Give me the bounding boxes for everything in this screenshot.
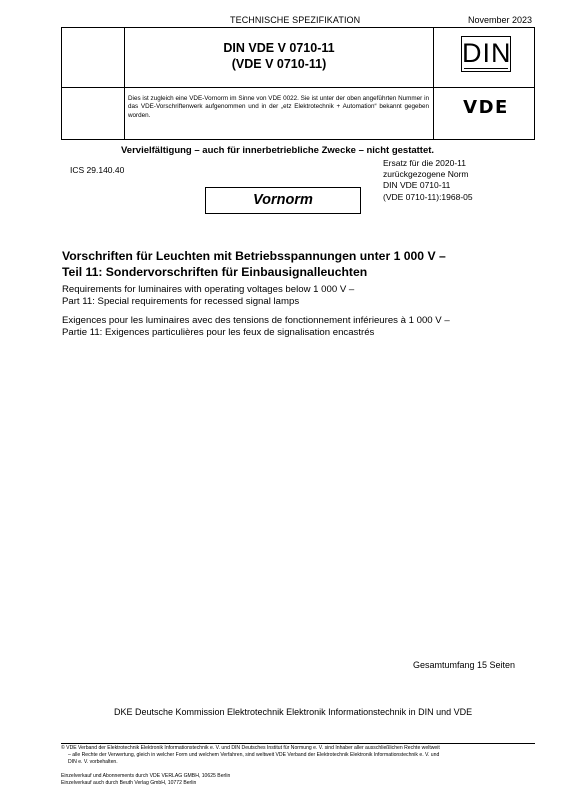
title-french — [62, 315, 450, 340]
document-number — [125, 40, 433, 72]
title-french-line1: Exigences pour les luminaires avec des tensions de fonctionnement inférieures à 1 000 V – — [62, 315, 450, 326]
spec-label: TECHNISCHE SPEZIFIKATION — [230, 15, 361, 25]
title-english — [62, 284, 354, 309]
document-number-line2: (VDE V 0710-11) — [231, 57, 327, 71]
din-logo — [461, 36, 511, 72]
vde-logo: VDE — [463, 97, 509, 118]
replacement-line2: zurückgezogene Norm — [383, 169, 469, 180]
replacement-line4: (VDE 0710-11):1968-05 — [383, 191, 473, 202]
title-german-line1: Vorschriften für Leuchten mit Betriebsspannungen unter 1 000 V – — [62, 249, 446, 263]
publication-date: November 2023 — [468, 15, 533, 25]
replacement-line1: Ersatz für die 2020-11 — [383, 158, 466, 168]
sales-line2: Einzelverkauf auch durch Beuth Verlag GmbH, 10772 Berlin — [61, 780, 197, 787]
sales-line1: Einzelverkauf und Abonnements durch VDE VERLAG GMBH, 10625 Berlin — [61, 773, 231, 779]
dke-line: DKE Deutsche Kommission Elektrotechnik Elektronik Informationstechnik in DIN und VDE — [114, 707, 473, 717]
ics-code: ICS 29.140.40 — [70, 165, 125, 175]
footer-divider — [61, 743, 535, 744]
copyright-line1: © VDE Verband der Elektrotechnik Elektronik Informationstechnik e. V. und DIN Deutsches Institut für Normung e. V. sind Inhaber aller ausschließlichen Rechte weltweit — [61, 745, 440, 751]
copyright-line2: – alle Rechte der Verwertung, gleich in welcher Form und welchem Verfahren, sind weltweit VDE Verband der Elektrotechnik Elektronik Informationstechnik e. V. und — [68, 752, 440, 758]
title-english-line2: Part 11: Special requirements for recessed signal lamps — [62, 296, 300, 308]
replacement-line3: DIN VDE 0710-11 — [383, 180, 451, 191]
status-box: Vornorm — [205, 187, 361, 214]
title-german-line2: Teil 11: Sondervorschriften für Einbausignalleuchten — [62, 265, 368, 279]
din-logo-text: DIN — [462, 38, 512, 68]
sales-info — [61, 773, 230, 787]
copyright-notice — [61, 745, 531, 766]
title-french-line2: Partie 11: Exigences particulières pour les feux de signalisation encastrés — [62, 327, 375, 339]
title-german — [62, 248, 446, 280]
vde-note: Dies ist zugleich eine VDE-Vornorm im Sinne von VDE 0022. Sie ist unter der oben angeführten Nummer in das VDE-Vorschriftenwerk aufgenommen und in der „etz Elektrotechnik + Automation“ bekannt gegeben worden. — [128, 95, 429, 119]
total-pages: Gesamtumfang 15 Seiten — [413, 660, 516, 670]
reproduction-notice: Vervielfältigung – auch für innerbetriebliche Zwecke – nicht gestattet. — [121, 145, 435, 156]
title-english-line1: Requirements for luminaires with operating voltages below 1 000 V – — [62, 284, 355, 295]
frame-divider-horizontal — [61, 87, 535, 88]
document-number-line1: DIN VDE V 0710-11 — [223, 41, 335, 55]
frame-divider-right — [433, 27, 434, 140]
replacement-info — [383, 158, 473, 203]
copyright-line3: DIN e. V. vorbehalten. — [68, 759, 118, 765]
